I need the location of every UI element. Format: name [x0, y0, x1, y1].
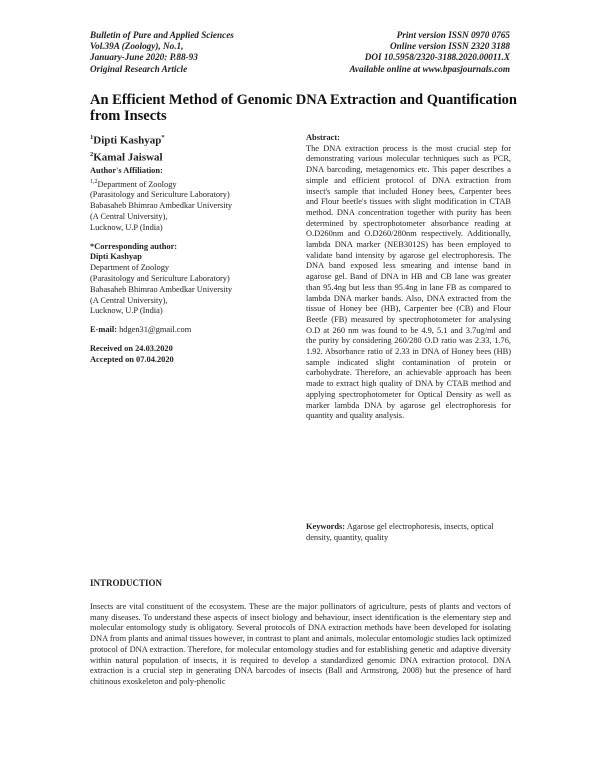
- affiliation-line: Babasaheb Bhimrao Ambedkar University: [90, 201, 233, 211]
- affiliation-line: $^{1,2}$Department of Zoology: [90, 178, 177, 189]
- affiliation-line: Lucknow, U.P (India): [90, 222, 163, 232]
- affiliation-heading: Author's Affiliation:: [90, 166, 163, 175]
- journal-volume: Vol.39A (Zoology), No.1,: [90, 41, 184, 52]
- abstract-text: The DNA extraction process is the most crucial step for demonstrating various molecular techniques such as PCR, DNA barcoding, metagenomics etc. This paper describes a simple and efficient protocol of DNA extraction from insect's sample that included Honey bees, Carpenter bees and Flour beetle's tissues with slight modification in CTAB method. DNA concentration together with purity has been determined by spectrophotometer absorbance reading at O.D260nm and O.D260/280nm respectively. Additionally, lambda DNA marker (NEB3012S) has been employed to validate band intensity by agarose gel electrophoresis. The DNA band exposed less smearing and intense band in agarose gel. Band of DNA in HB and CB lane was greater than 95.4ng but less than 95.4ng in lane FB as compared to lambda DNA marker bands. Also, DNA extracted from the tissue of Honey bee (HB), Carpenter bee (CB) and Flour Beetle (FB) measured by spectrophotometer for analysing O.D at 260 nm was found to be 4.9, 5.1 and 3.7ug/ml and the purity by considering 260/280 O.D ratio was 2.33, 1.76, 1.92. Absorbance ratio of 2.33 in DNA of Honey bees (HB) sample indicated slight contamination of protein or carbohydrate. Therefore, an achievable approach has been made to extract high quality of DNA by CTAB method and applying spectrophotometer for Optical Density as well as marker lambda DNA by agarose gel electrophoresis for quantity and quality analysis.: [306, 143, 511, 421]
- print-issn: Print version ISSN 0970 0765: [396, 30, 510, 40]
- author-info-column: [90, 166, 290, 366]
- corresponding-line: (Parasitology and Sericulture Laboratory): [90, 273, 230, 283]
- received-date: Received on 24.03.2020: [90, 343, 173, 353]
- corresponding-line: Department of Zoology: [90, 263, 170, 273]
- corresponding-line: Babasaheb Bhimrao Ambedkar University: [90, 284, 233, 294]
- doi: DOI 10.5958/2320-3188.2020.00011.X: [364, 52, 510, 63]
- online-issn: Online version ISSN 2320 3188: [390, 41, 510, 52]
- journal-website: Available online at www.bpasjournals.com: [349, 63, 510, 74]
- affiliation-line: (A Central University),: [90, 211, 168, 221]
- email-line: E-mail: hdgen31@gmail.com: [90, 325, 192, 335]
- corresponding-line: Lucknow, U.P (India): [90, 306, 163, 316]
- abstract: [306, 133, 511, 422]
- accepted-date: Accepted on 07.04.2020: [90, 354, 174, 364]
- author-list: [90, 131, 165, 164]
- email-link[interactable]: hdgen31@gmail.com: [119, 325, 192, 335]
- journal-header-left: [90, 30, 234, 75]
- introduction-text: Insects are vital constituent of the ecosystem. These are the major pollinators of agriculture, pests of plants and vectors of many diseases. To understand these aspects of insect biology and behaviour, insect identification is the elementary step and molecular entomology study is obligatory. Several protocols of DNA extraction methods have been developed for isolating DNA from plants and animal tissues however, in contrast to plant and animals, molecular entomologic studies lack optimized protocol of DNA extraction. Therefore, for molecular entomology studies and for establishing genetic and adaptive diversity within natural population of insects, it is required to develop a standardized genomic DNA extraction protocol. DNA extraction is a crucial step in generating DNA barcodes of insects (Ball and Armstrong, 2008) but the presence of hard chitinous exoskeleton and poly-phenolic: [90, 602, 511, 686]
- author-2: $^2$Kamal Jaiswal: [90, 150, 163, 164]
- journal-header-right: [349, 30, 510, 75]
- corresponding-name: Dipti Kashyap: [90, 252, 142, 262]
- abstract-heading: Abstract:: [306, 133, 340, 142]
- introduction-heading: INTRODUCTION: [90, 578, 163, 588]
- keywords: [306, 522, 511, 543]
- keywords-text: Agarose gel electrophoresis, insects, optical density, quantity, quality: [306, 522, 494, 542]
- journal-pages: January-June 2020: P.88-93: [90, 52, 198, 63]
- corresponding-line: (A Central University),: [90, 295, 168, 305]
- journal-name: Bulletin of Pure and Applied Sciences: [90, 30, 234, 40]
- corresponding-heading: *Corresponding author:: [90, 241, 178, 251]
- author-1: $^1$Dipti Kashyap*: [90, 134, 165, 147]
- paper-title: An Efficient Method of Genomic DNA Extraction and Quantification from Insects: [90, 92, 517, 124]
- affiliation-line: (Parasitology and Sericulture Laboratory): [90, 190, 230, 200]
- article-type: Original Research Article: [90, 63, 188, 74]
- keywords-label: Keywords:: [306, 522, 346, 531]
